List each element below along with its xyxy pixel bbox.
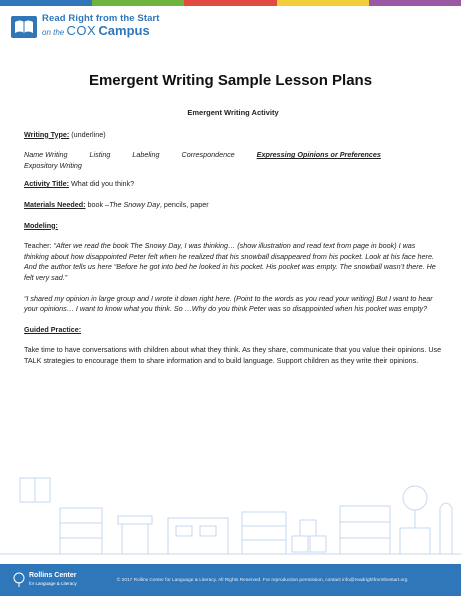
writing-type-option: Correspondence bbox=[181, 150, 235, 160]
color-bar-segment bbox=[184, 0, 276, 6]
color-bar-segment bbox=[369, 0, 461, 6]
logo-cox: COX bbox=[66, 22, 97, 38]
footer-bar bbox=[0, 564, 461, 596]
modeling-heading bbox=[24, 221, 442, 232]
writing-type-selected: Expressing Opinions or Preferences bbox=[256, 150, 381, 160]
writing-type-label: Writing Type: bbox=[24, 129, 70, 139]
writing-type-note: (underline) bbox=[71, 129, 106, 139]
color-bar-segment bbox=[0, 0, 92, 6]
guided-heading bbox=[24, 325, 442, 336]
materials-label: Materials Needed: bbox=[24, 199, 86, 209]
modeling-text-2: “I shared my opinion in large group and I wrote it down right here. (Point to the words as you read your writing) But I want to hear your opinions… I want to know what you think. So …Why do you think Peter was so disappointed when his pocket was empty? bbox=[24, 293, 433, 314]
color-bar-segment bbox=[277, 0, 369, 6]
activity-subtitle: Emergent Writing Activity bbox=[187, 108, 279, 117]
logo-line1: Read Right from the Start bbox=[42, 13, 160, 24]
rollins-subtitle: for Language & Literacy bbox=[29, 581, 77, 586]
writing-type-option: Expository Writing bbox=[24, 160, 82, 170]
activity-title-label: Activity Title: bbox=[24, 179, 69, 189]
modeling-label: Modeling: bbox=[24, 220, 58, 230]
writing-type-options bbox=[24, 150, 442, 171]
materials-prefix: book – bbox=[87, 199, 110, 209]
modeling-paragraph-1 bbox=[24, 241, 442, 283]
rollins-tree-icon bbox=[12, 572, 26, 588]
writing-type-option: Listing bbox=[89, 150, 111, 160]
logo-line2-prefix: on the bbox=[42, 27, 65, 37]
color-bar-segment bbox=[92, 0, 184, 6]
page-title: Emergent Writing Sample Lesson Plans bbox=[88, 72, 373, 89]
book-icon bbox=[10, 14, 38, 40]
activity-title-row bbox=[24, 179, 442, 190]
modeling-text-1: “After we read the book The Snowy Day, I was thinking… (show illustration and read text from page in book) I was thinking about how disappointed Peter felt when he realized that his snowball disappeared from his pocket. Look at his face here. And the author tells us here “Before he got into bed he looked in his pocket. His pocket was empty. The snowball wasn’t there. He felt very sad.” bbox=[24, 241, 436, 282]
modeling-paragraph-2 bbox=[24, 294, 442, 315]
lesson-content bbox=[24, 108, 442, 377]
materials-book: The Snowy Day bbox=[109, 199, 160, 209]
materials-row bbox=[24, 200, 442, 211]
brand-logo[interactable] bbox=[10, 14, 160, 40]
classroom-illustration bbox=[0, 468, 461, 558]
writing-type-option: Labeling bbox=[132, 150, 160, 160]
copyright-text: © 2017 Rollins Center for Language & Literacy. All Rights Reserved. For reproduction permission, contact info@readrightfromthestart.org bbox=[116, 577, 408, 583]
activity-title-value: What did you think? bbox=[71, 179, 135, 189]
rollins-name: Rollins Center bbox=[29, 572, 77, 579]
guided-text: Take time to have conversations with children about what they think. As they share, communicate that you value their opinions. Use TALK strategies to encourage them to share information and to build language. Support children as they write their opinions. bbox=[24, 345, 442, 365]
rollins-logo[interactable] bbox=[12, 572, 77, 588]
logo-campus: Campus bbox=[98, 22, 150, 38]
teacher-label: Teacher: bbox=[24, 241, 52, 251]
header-color-bar bbox=[0, 0, 461, 6]
writing-type-option: Name Writing bbox=[24, 150, 68, 160]
writing-type-row bbox=[24, 130, 442, 141]
guided-label: Guided Practice: bbox=[24, 324, 82, 334]
materials-suffix: , pencils, paper bbox=[159, 199, 209, 209]
